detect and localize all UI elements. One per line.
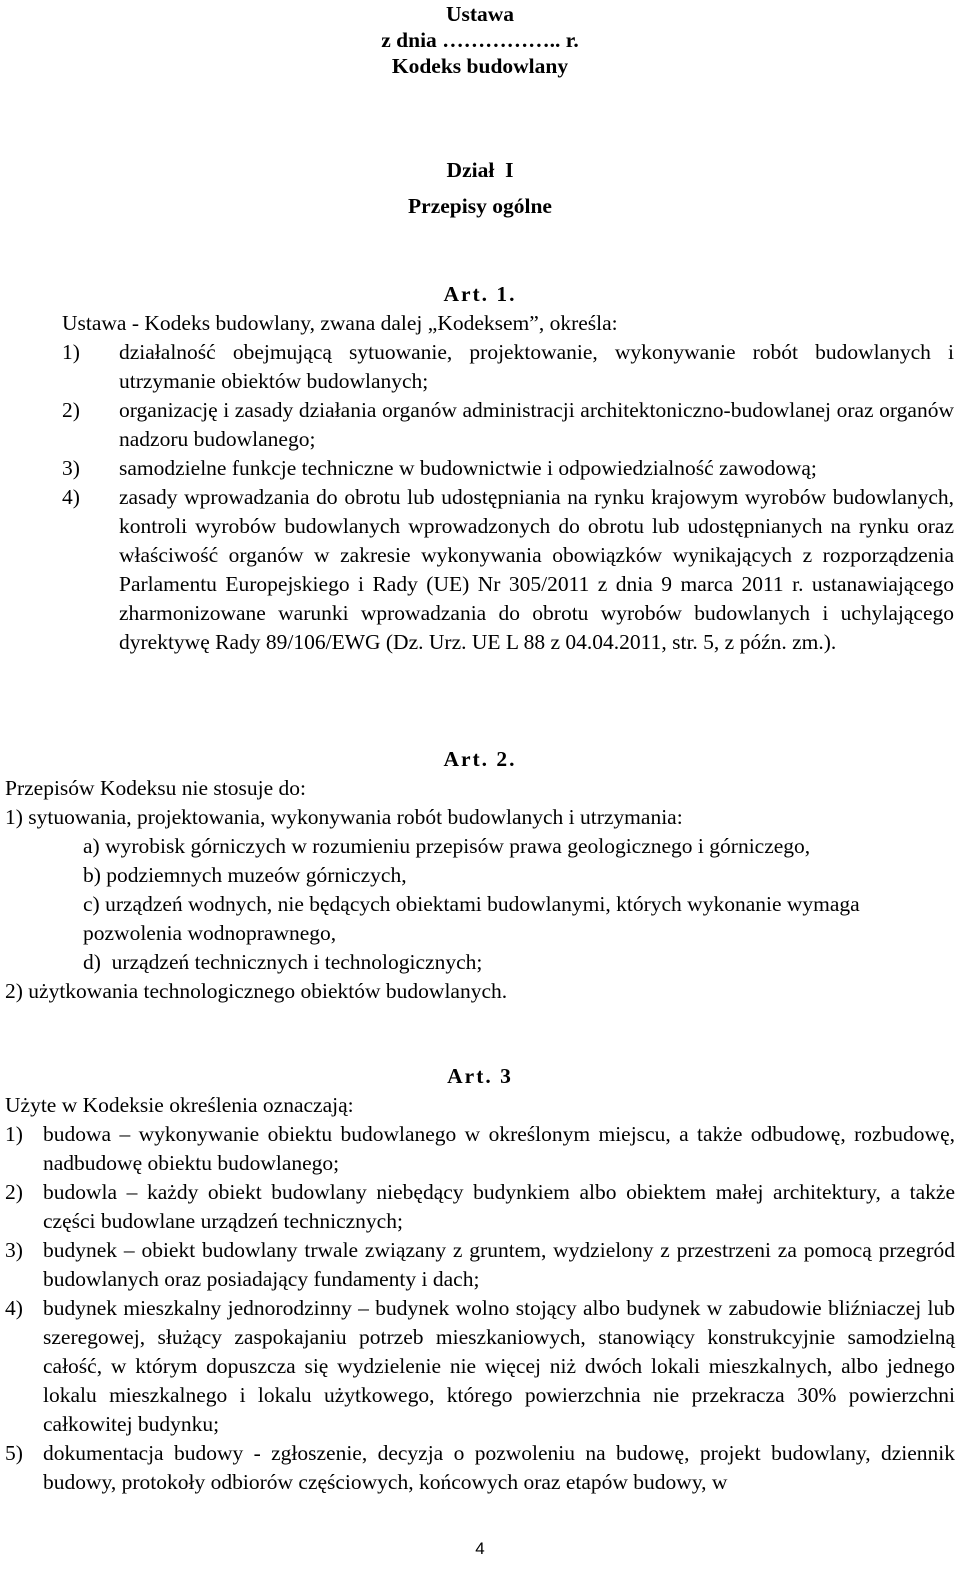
article-2-point-2: 2) użytkowania technologicznego obiektów budowlanych. bbox=[5, 979, 508, 1003]
list-item-number: 4) bbox=[5, 1296, 23, 1320]
list-item-number: 5) bbox=[5, 1441, 23, 1465]
list-item bbox=[5, 1236, 955, 1294]
act-type: Ustawa bbox=[445, 2, 515, 26]
list-item-text: budowa – wykonywanie obiektu budowlanego w określonym miejscu, a także odbudowę, rozbudowę, nadbudowę obiektu budowlanego; bbox=[43, 1122, 955, 1175]
act-title: Kodeks budowlany bbox=[391, 54, 569, 78]
sub-item: c) urządzeń wodnych, nie będących obiektami budowlanymi, których wykonanie wymaga pozwolenia wodnoprawnego, bbox=[83, 892, 860, 945]
list-item-text: organizację i zasady działania organów administracji architektoniczno-budowlanej oraz organów nadzoru budowlanego; bbox=[119, 398, 954, 451]
article-3-heading: Art. 3 bbox=[447, 1064, 513, 1088]
article-1-intro: Ustawa - Kodeks budowlany, zwana dalej „Kodeksem”, określa: bbox=[62, 311, 618, 335]
list-item-number: 3) bbox=[5, 1238, 23, 1262]
list-item bbox=[5, 1294, 955, 1439]
article-3-intro: Użyte w Kodeksie określenia oznaczają: bbox=[5, 1093, 354, 1117]
sub-item: a) wyrobisk górniczych w rozumieniu przepisów prawa geologicznego i górniczego, bbox=[83, 834, 811, 858]
sub-item: d) urządzeń technicznych i technologicznych; bbox=[83, 950, 483, 974]
list-item bbox=[62, 454, 954, 483]
article-1-heading: Art. 1. bbox=[443, 282, 517, 306]
sub-item: b) podziemnych muzeów górniczych, bbox=[83, 863, 407, 887]
list-item-text: samodzielne funkcje techniczne w budownictwie i odpowiedzialność zawodową; bbox=[119, 456, 817, 480]
list-item bbox=[5, 1120, 955, 1178]
page-number: 4 bbox=[475, 1539, 485, 1558]
article-2-heading: Art. 2. bbox=[443, 747, 517, 771]
list-item-text: zasady wprowadzania do obrotu lub udostępniania na rynku krajowym wyrobów budowlanych, kontroli wyrobów budowlanych wprowadzonych do obrotu lub udostępnianych na rynku oraz właściwość organów w zakresie wykonywania obowiązków wynikających z rozporządzenia Parlamentu Europejskiego i Rady (UE) Nr 305/2011 z dnia 9 marca 2011 r. ustanawiającego zharmonizowane warunki wprowadzania do obrotu wyrobów budowlanych i uchylającego dyrektywę Rady 89/106/EWG (Dz. Urz. UE L 88 z 04.04.2011, str. 5, z późn. zm.). bbox=[119, 485, 954, 654]
list-item bbox=[62, 396, 954, 454]
act-date: z dnia …………….. r. bbox=[381, 28, 579, 52]
list-item-number: 4) bbox=[62, 485, 80, 509]
section-subtitle: Przepisy ogólne bbox=[408, 194, 552, 218]
document-header bbox=[0, 0, 960, 81]
article-2-intro: Przepisów Kodeksu nie stosuje do: bbox=[5, 776, 306, 800]
list-item-number: 1) bbox=[5, 1122, 23, 1146]
article-2 bbox=[5, 745, 955, 1006]
article-2-point-1: 1) sytuowania, projektowania, wykonywania robót budowlanych i utrzymania: bbox=[5, 805, 683, 829]
list-item-text: budynek – obiekt budowlany trwale związany z gruntem, wydzielony z przestrzeni za pomocą przegród budowlanych oraz posiadający fundamenty i dach; bbox=[43, 1238, 955, 1291]
list-item bbox=[5, 1439, 955, 1497]
list-item bbox=[62, 338, 954, 396]
list-item-text: dokumentacja budowy - zgłoszenie, decyzja o pozwoleniu na budowę, projekt budowlany, dziennik budowy, protokoły odbiorów częściowych, końcowych oraz etapów budowy, w bbox=[43, 1441, 955, 1494]
list-item-text: budynek mieszkalny jednorodzinny – budynek wolno stojący albo budynek w zabudowie bliźniaczej lub szeregowej, służący zaspokajaniu potrzeb mieszkaniowych, stanowiący konstrukcyjnie samodzielną całość, w którym dopuszcza się wydzielenie nie więcej niż dwóch lokali mieszkalnych, albo jednego lokalu mieszkalnego i lokalu użytkowego, którego powierzchnia nie przekracza 30% powierzchni całkowitej budynku; bbox=[43, 1296, 955, 1436]
list-item-number: 2) bbox=[5, 1180, 23, 1204]
list-item-number: 2) bbox=[62, 398, 80, 422]
list-item bbox=[5, 1178, 955, 1236]
section-title: Dział I bbox=[446, 158, 514, 182]
list-item bbox=[62, 483, 954, 657]
article-1 bbox=[62, 280, 954, 657]
article-3 bbox=[5, 1062, 955, 1497]
list-item-text: działalność obejmującą sytuowanie, projektowanie, wykonywanie robót budowlanych i utrzymanie obiektów budowlanych; bbox=[119, 340, 954, 393]
list-item-text: budowla – każdy obiekt budowlany niebędący budynkiem albo obiektem małej architektury, a także części budowlane urządzeń technicznych; bbox=[43, 1180, 955, 1233]
section-heading bbox=[0, 156, 960, 221]
list-item-number: 1) bbox=[62, 340, 80, 364]
list-item-number: 3) bbox=[62, 456, 80, 480]
